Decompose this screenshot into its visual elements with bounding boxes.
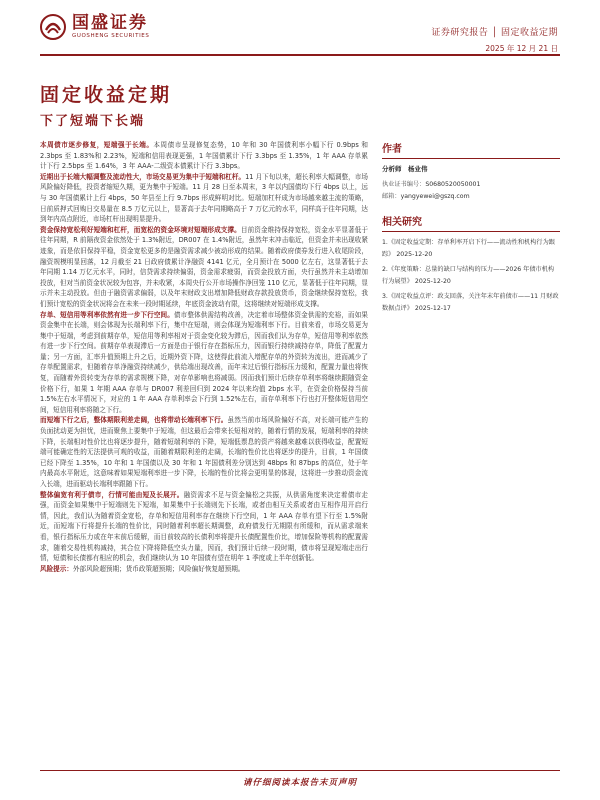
related-report-item[interactable] [382, 291, 560, 315]
paragraph-lead: 资金保持宽松利好短端和杠杆，而宽松的资金环境对短端形成支撑。 [40, 225, 241, 234]
analyst-list [382, 164, 560, 173]
paragraph-lead: 整体偏宽有利于债市，行情可能由短及长展开。 [40, 490, 184, 499]
brand-emblem-icon [40, 14, 66, 40]
sidebar [382, 140, 560, 318]
license-number: 执业证书编号：S0680520050001 [382, 181, 481, 188]
related-report-title[interactable]: 1.《固定收益定期：存单利率开启下行——流动性和机构行为跟踪》 [382, 239, 555, 258]
paragraph-text: 融资需求不足与资金偏松之共振，从供需角度来决定着债市走强，而资金如果集中于短端则先下短端，如果集中于长端则先下长端，或者由相互关系或者由互相作用开启行情，因此，我们认为随着资金宽松，存单和短信用利率存在继续下行空间，1 年 AAA 存单有望下行至 1.5%附近，而短端下行将提升长端的性价比，同时随着利率超长期调整，政府债发行无期限有所缓和，而从需求端来看，银行指标压力或在年末前后缓解，而目前较高的长债利率将提升长债配置性价比，增加保险等机构的配置需求，随着交易性机构减持，其合位下降将降低空头力量，因而，我们预计后续一段时期，债市将呈现短端走出行情，短债和长债都有相应的机会，我们继续认为 10 年国债有望在明年 1 季度或上半年创新低。 [40, 490, 368, 563]
brand-logo [40, 14, 149, 40]
body-paragraph [40, 490, 368, 564]
report-date: 2025 年 12 月 21 日 [485, 44, 558, 53]
paragraph-text: 外部风险超预期；货币政策超预期；风险偏好恢复超预期。 [72, 564, 245, 573]
brand-name-cn: 国盛证券 [72, 13, 148, 33]
paragraph-lead: 存单、短信用等利率依然有进一步下行空间。 [40, 310, 174, 319]
body-paragraph [40, 172, 368, 225]
analyst-name: 分析师 杨业伟 [382, 165, 428, 173]
paragraph-text: 目前资金维持保持宽松，资金水平显著低于往年同期，R 前隔夜资金依然处于 1.3%附近，DR007 在 1.4%附近，虽然年末冲击临近，但资金并未出现收紧迹象，而是依旧保持平稳，资金宽松更多的是融资需求减少被动形成的结果。随着政府债券发行进入收尾阶段，融资规模明显回落，12 月截至 21 日政府债累计净融资 4141 亿元，全月预计在 5000 亿左右，这显著低于去年同期 1.14 万亿元水平，同时，信贷需求持续偏弱，资金需求疲弱，而资金投放方面，央行虽然并未主动增加投放，但对当前资金状况较为包容，并未收紧，本周央行公开市场操作净回笼 110 亿元，显著低于往年同期，显示并未主动投放。但由于融资需求偏弱，以及年末财政支出增加降低财政存款投放货币，资金继续保持宽松，我们预计宽松的资金状况将会在未来一段时期延续，年底资金波动有限，这将继续对短端形成支撑。 [40, 225, 368, 308]
author-section-heading: 作者 [382, 140, 560, 159]
related-report-title[interactable]: 3.《固定收益点评：政支回落，关注年末年前债市——11 月财政数据点评》 [382, 293, 559, 312]
risk-warning [40, 564, 368, 575]
paragraph-lead: 近期出于长端大幅调整及流动性大，市场交易更为集中于短端和杠杆。 [40, 172, 246, 181]
report-type: 证券研究报告 │ 固定收益定期 [431, 28, 558, 38]
brand-name-en: GUOSHENG SECURITIES [72, 33, 150, 39]
report-body [40, 140, 368, 765]
paragraph-lead: 风险提示： [40, 564, 73, 573]
page-subtitle: 下了短端下长端 [40, 114, 146, 129]
related-research-heading: 相关研究 [382, 213, 560, 232]
body-paragraph [40, 140, 368, 172]
related-report-date: 2025-12-17 [414, 305, 451, 312]
body-paragraph [40, 225, 368, 310]
paragraph-text: 债市整体供需结构改善，决定着市场整体资金供需的充裕，而如果资金集中在长端，则会体现为长端利率下行，集中在短端，则会体现为短端利率下行。目前来看，市场交易更为集中于短端，考虑到前期存单，短信用等利率相对于资金变化较为滞后，因而我们认为存单，短信用等利率依然有进一步下行空间。前期存单表现滞后一方面是由于银行存在指标压力，因而银行持续减持存单，降低了配置力量；另一方面，汇率升值预期上升之后，近期外资下降，这使得此前流入增配存单的外资转为流出，进而减少了存单配置需求，但随着存单净融资持续减少，供给端出现改善，而年末过后银行指标压力缓和，配置力量也将恢复，而随着外资转变为存单的需求规模下降，对存单影响也将减弱。因而我们预计后续存单利率将继续跟随资金价格下行，如果 1 年期 AAA 存单与 DR007 利差回归到 2024 年以来均值 2bps 水平，在资金价格保持当前 1.5%左右水平情况下，对应的 1 年 AAA 存单利率会下行到 1.52%左右，而存单利率下行也打开整体短信用空间，短信用利率将随之下行。 [40, 310, 368, 414]
related-report-item[interactable] [382, 237, 560, 261]
analyst-email: 邮箱：yangyewei@gszq.com [382, 193, 470, 200]
body-paragraph [40, 310, 368, 416]
related-report-title[interactable]: 2.《年度策略：总量的缺口与结构的压力——2026 年债市机构行为展望》 [382, 266, 555, 285]
paragraph-lead: 本周债市逐步修复，短端强于长端。 [40, 141, 154, 149]
related-report-date: 2025-12-20 [414, 278, 451, 285]
paragraph-text: 虽然当前市场风险偏好不高，对长端可能产生的负面扰动更为担忧，进而聚焦上要集中于短端，但这最后会带来长短相对的，随着行情的发展，短端利率的持续下降，长端相对性价比也将逐步提升，随着短端利率的下降，短端低票息的资产将越来越难以获得收益，配置短端可能确定性的无法提供可观的收益，而随着期限利差的走阔，长端的性价比也将逐步的提升，目前，1 年国债已经下降至 1.35%，10 年和 1 年国债以及 30 年和 1 年国债利差分别达到 48bps 和 87bps 的高位，处于年内最高水平附近，这意味着如果短端利率进一步下降，长端的性价比将会更明显的体现，这将进一步推动资金流入长端，进而驱动长端利率跟随下行。 [40, 416, 368, 488]
paragraph-lead: 而短端下行之后，整体期限利差走阔，也将带动长端利率下行。 [40, 416, 228, 425]
report-header [0, 0, 600, 58]
body-paragraph [40, 415, 368, 489]
related-report-item[interactable] [382, 264, 560, 288]
header-divider [40, 54, 560, 56]
email-link[interactable]: yangyewei@gszq.com [400, 193, 470, 200]
paragraph-text: 11 月下旬以来，超长利率大幅调整，市场风险偏好降低，投资者缩短久期，更为集中于短端。11 月 28 日至本周末，3 年以内国债均下行 4bps 以上，远与 30 年国债累计上行 4bps，50 年县至上行 9.7bps 形成鲜明对比。短端加杠杆成为市场越来越主流的策略，日前质押式回购日交易量在 8.5 万亿元以上，显著高于去年同期略高于 7 万亿元的水平，同样高于往年同期，达到年内高点附近，市场杠杆出现明显提升。 [40, 172, 368, 224]
paragraph-text: 本周债市呈现修复态势，10 年和 30 年国债利率小幅下行 0.9bps 和 2.3bps 至 1.83%和 2.23%，短端和信用表现更强，1 年国债累计下行 3.3bps 至 1.35%，1 年 AAA 存单累计下行 2.5bps 至 1.64%，3 年 AAA-二级资本债累计下行 3.3bps。 [40, 141, 368, 171]
footer-divider [40, 770, 560, 771]
footer-disclaimer: 请仔细阅读本报告末页声明 [242, 778, 357, 788]
page-title: 固定收益定期 [40, 84, 173, 106]
related-report-date: 2025-12-20 [396, 251, 433, 258]
